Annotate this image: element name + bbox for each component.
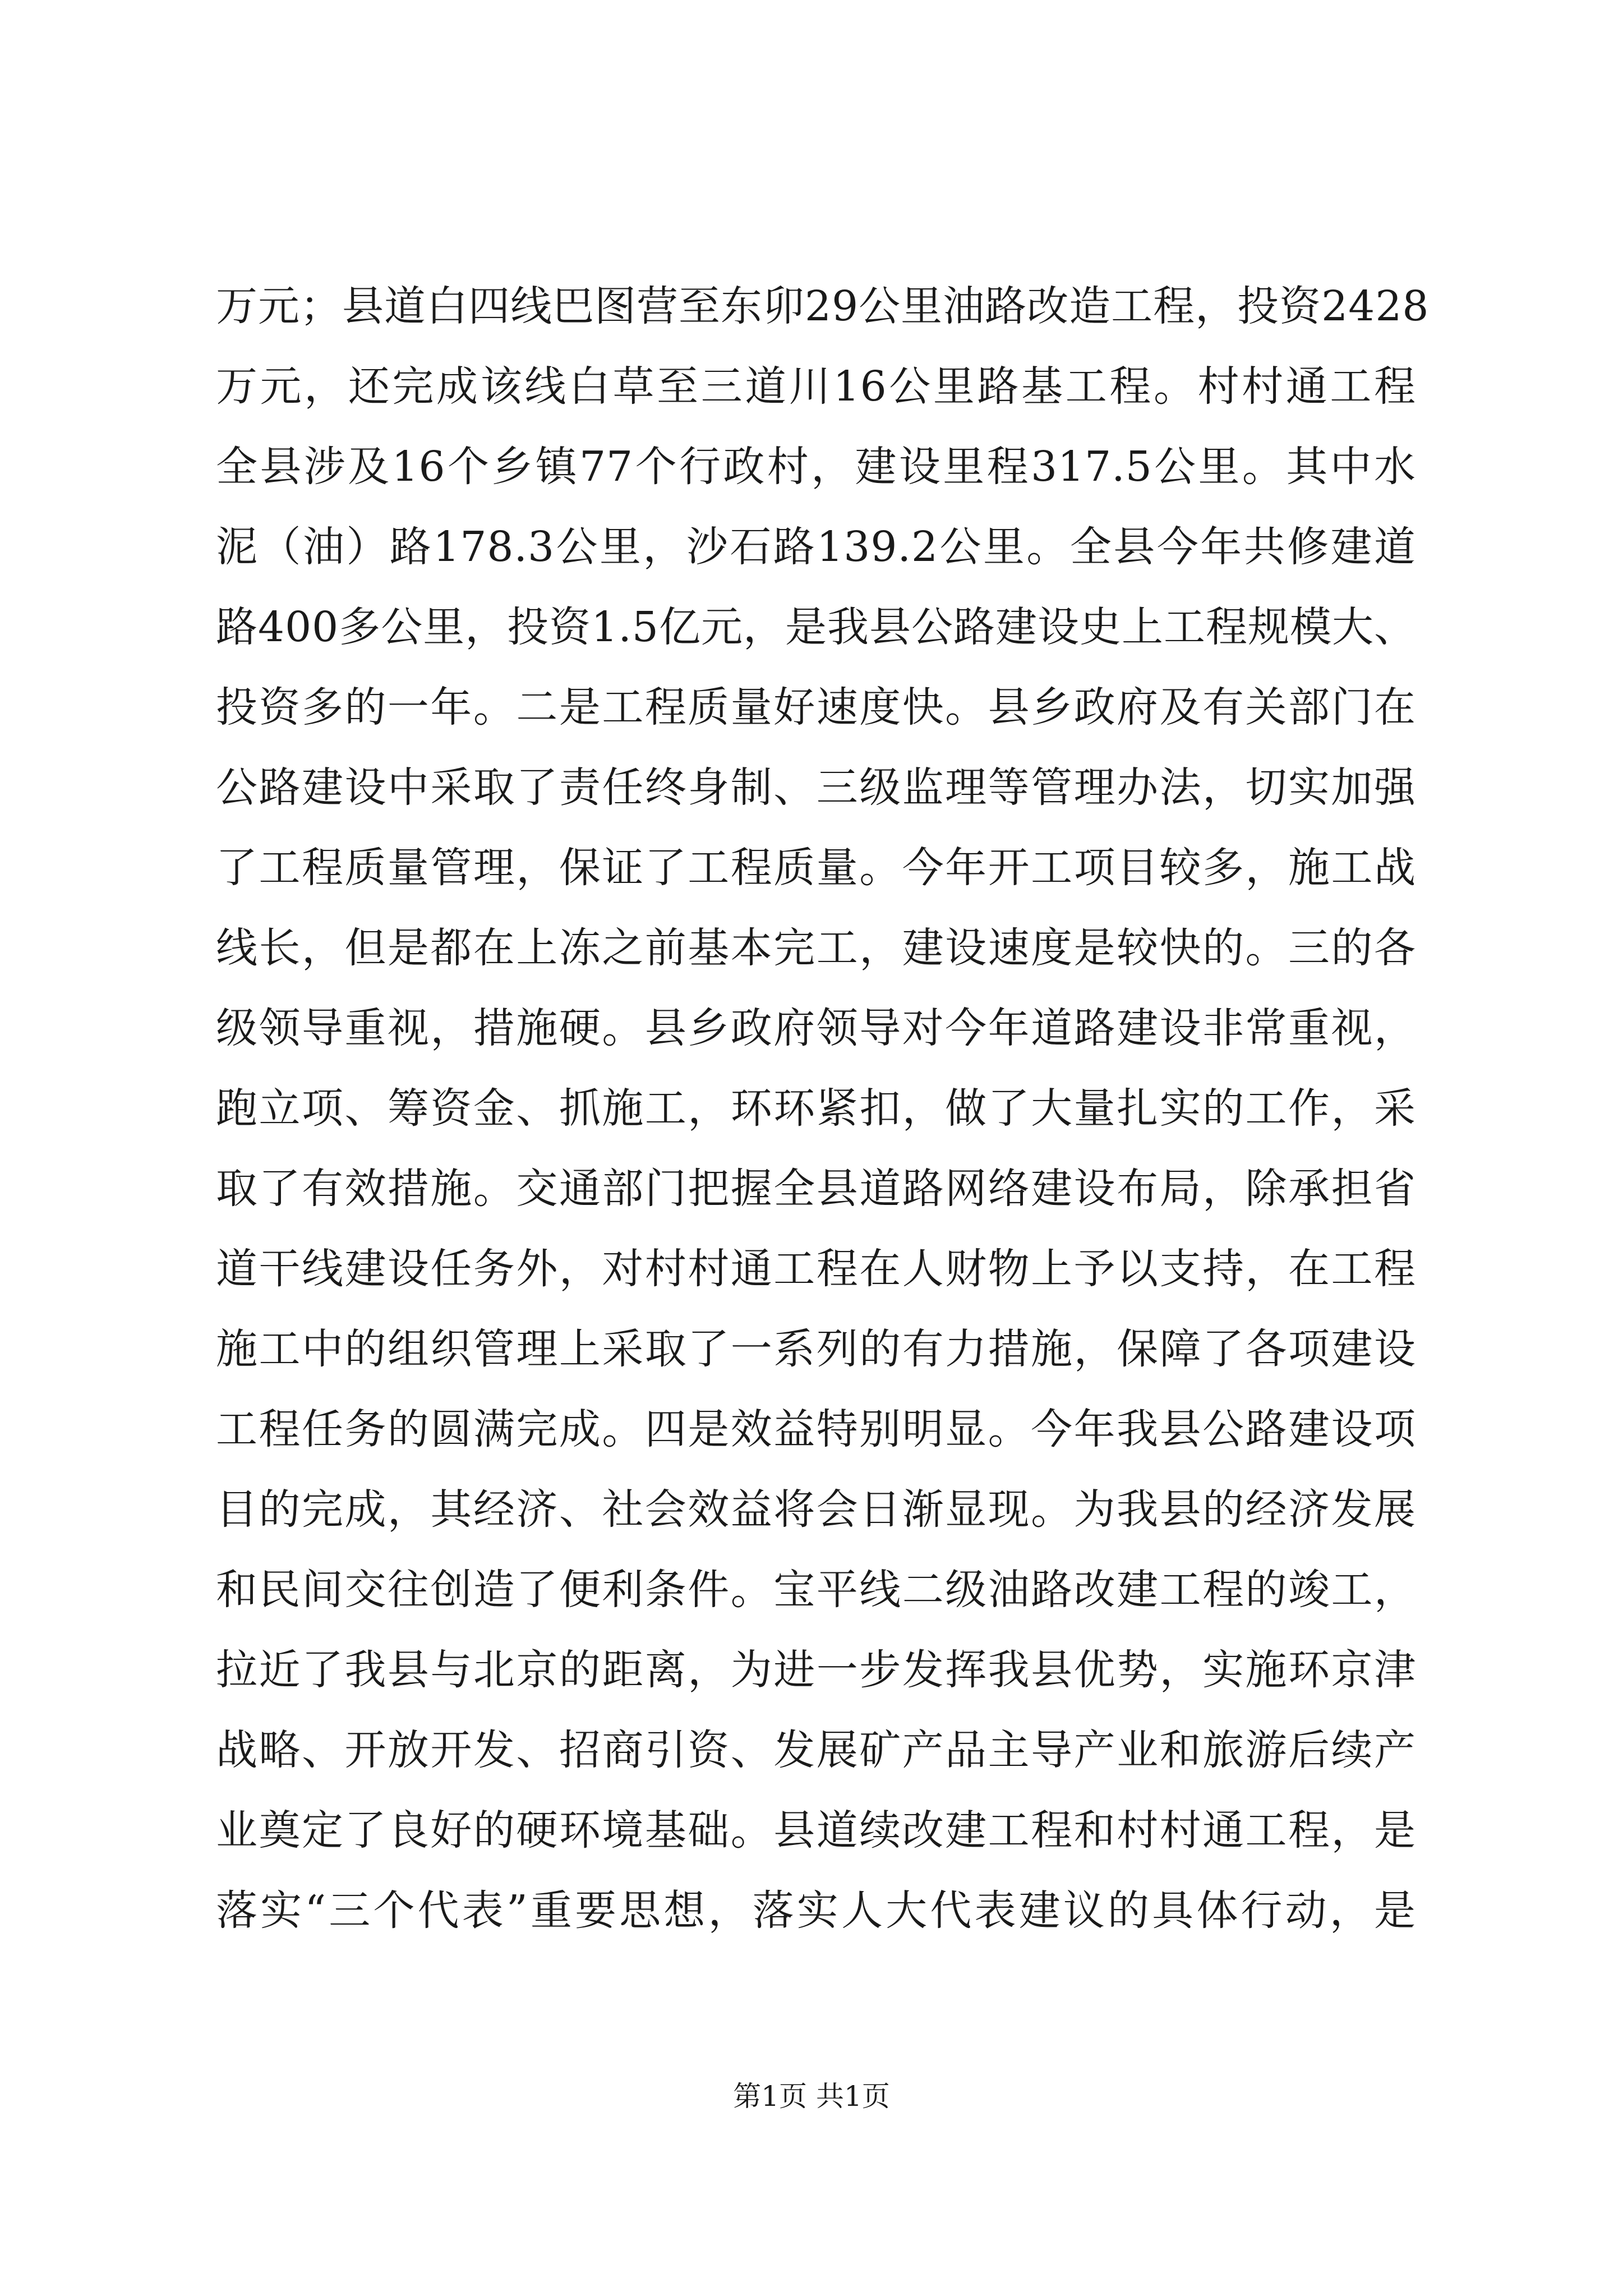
text-line: 施工中的组织管理上采取了一系列的有力措施，保障了各项建设 [216, 1325, 1416, 1373]
text-line: 目的完成，其经济、社会效益将会日渐显现。为我县的经济发展 [216, 1485, 1416, 1534]
text-line: 万元，还完成该线白草至三道川16公里路基工程。村村通工程 [216, 362, 1416, 411]
text-line: 和民间交往创造了便利条件。宝平线二级油路改建工程的竣工， [216, 1566, 1416, 1614]
text-line: 道干线建设任务外，对村村通工程在人财物上予以支持，在工程 [216, 1245, 1416, 1293]
text-line: 全县涉及16个乡镇77个行政村，建设里程317.5公里。其中水 [216, 443, 1416, 491]
text-line: 业奠定了良好的硬环境基础。县道续改建工程和村村通工程，是 [216, 1806, 1416, 1855]
text-line: 路400多公里，投资1.5亿元，是我县公路建设史上工程规模大、 [216, 603, 1416, 651]
text-line: 万元；县道白四线巴图营至东卯29公里油路改造工程，投资2428 [216, 282, 1430, 330]
text-line: 取了有效措施。交通部门把握全县道路网络建设布局，除承担省 [216, 1165, 1416, 1213]
text-line: 公路建设中采取了责任终身制、三级监理等管理办法，切实加强 [216, 763, 1416, 812]
text-line: 战略、开放开发、招商引资、发展矿产品主导产业和旅游后续产 [216, 1726, 1416, 1774]
text-line: 泥（油）路178.3公里，沙石路139.2公里。全县今年共修建道 [216, 523, 1416, 571]
text-line: 线长，但是都在上冻之前基本完工，建设速度是较快的。三的各 [216, 924, 1416, 972]
text-line: 投资多的一年。二是工程质量好速度快。县乡政府及有关部门在 [216, 683, 1416, 731]
text-line: 级领导重视，措施硬。县乡政府领导对今年道路建设非常重视， [216, 1004, 1416, 1052]
page-footer [0, 2077, 1623, 2116]
text-line: 跑立项、筹资金、抓施工，环环紧扣，做了大量扎实的工作，采 [216, 1084, 1416, 1133]
text-line: 工程任务的圆满完成。四是效益特别明显。今年我县公路建设项 [216, 1405, 1416, 1453]
text-line: 拉近了我县与北京的距离，为进一步发挥我县优势，实施环京津 [216, 1646, 1416, 1694]
document-body [216, 266, 1430, 1951]
page-number-label: 第1页 共1页 [733, 2080, 890, 2113]
text-line: 了工程质量管理，保证了工程质量。今年开工项目较多，施工战 [216, 844, 1416, 892]
text-line: 落实“三个代表”重要思想，落实人大代表建议的具体行动，是 [216, 1887, 1416, 1935]
